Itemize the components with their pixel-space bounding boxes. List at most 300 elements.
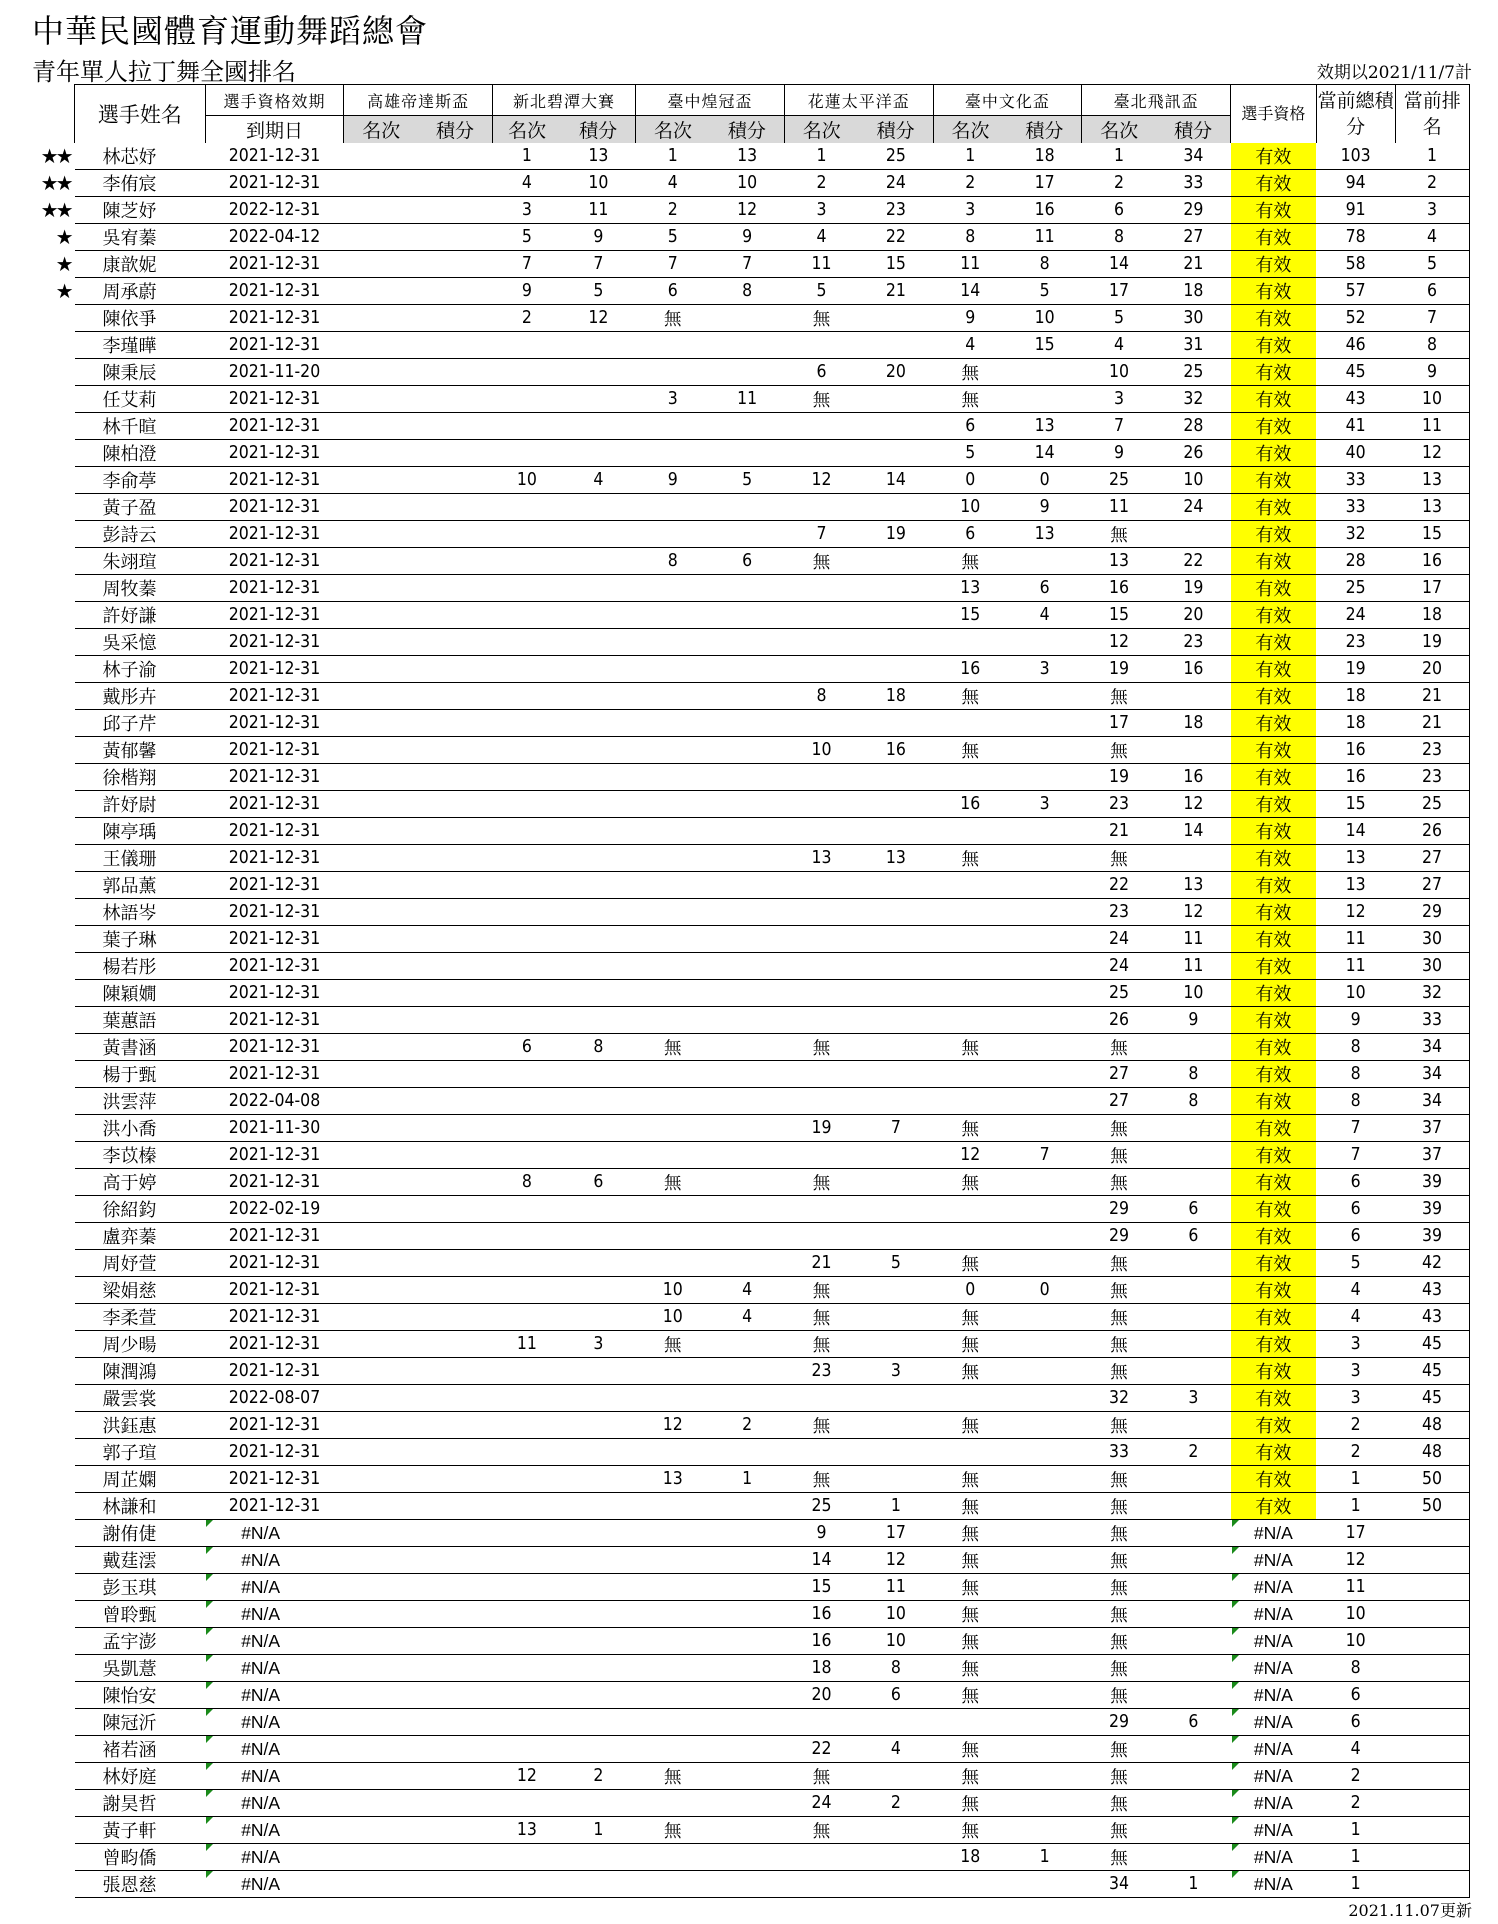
place-cell: 無	[784, 1277, 858, 1304]
expiry-date-text: 2021-12-31	[228, 1037, 321, 1057]
col-header-comp-1: 高雄帝達斯盃	[344, 85, 493, 116]
rank-cell: 30	[1395, 926, 1469, 953]
place-cell	[493, 1547, 562, 1574]
points-cell	[1007, 1250, 1081, 1277]
place-cell	[493, 440, 562, 467]
place-cell: 無	[636, 1034, 710, 1061]
total-points-cell: 94	[1316, 170, 1395, 197]
error-marker-icon	[206, 1709, 213, 1716]
total-points-cell: 33	[1316, 467, 1395, 494]
points-cell: 7	[859, 1115, 933, 1142]
total-points-cell: 4	[1316, 1277, 1395, 1304]
col-header-points: 積分	[1007, 116, 1081, 144]
points-cell	[561, 1088, 635, 1115]
table-row	[75, 1115, 1470, 1142]
player-name-text: 彭詩云	[102, 525, 157, 546]
place-cell	[933, 764, 1007, 791]
table-row	[75, 1844, 1470, 1871]
place-cell: 無	[1082, 521, 1156, 548]
place-cell	[493, 1682, 562, 1709]
points-cell	[1007, 1304, 1081, 1331]
points-cell	[418, 602, 492, 629]
player-name-text: 彭玉琪	[102, 1578, 157, 1599]
place-cell	[344, 1763, 418, 1790]
expiry-date-text: 2021-12-31	[228, 740, 321, 760]
col-header-place: 名次	[1082, 116, 1156, 144]
error-marker-icon	[1232, 1709, 1239, 1716]
place-cell	[636, 737, 710, 764]
rank-cell	[1395, 1817, 1469, 1844]
place-cell	[784, 764, 858, 791]
status-cell	[1231, 1250, 1317, 1277]
place-cell: 10	[1082, 359, 1156, 386]
place-cell	[493, 980, 562, 1007]
player-name-text: 葉蕙語	[102, 1011, 157, 1032]
expiry-date-text: #N/A	[241, 1765, 281, 1786]
status-text: 有效	[1255, 1173, 1292, 1194]
table-row	[75, 1790, 1470, 1817]
expiry-date	[205, 1250, 344, 1277]
points-cell	[710, 1493, 784, 1520]
player-name-text: 張恩慈	[102, 1875, 157, 1896]
status-text: 有效	[1255, 390, 1292, 411]
place-cell	[933, 1385, 1007, 1412]
status-text: 有效	[1255, 1362, 1292, 1383]
place-cell	[344, 305, 418, 332]
points-cell	[418, 1061, 492, 1088]
place-cell: 無	[933, 1493, 1007, 1520]
player-name-text: 李侑宸	[102, 174, 157, 195]
place-cell	[933, 953, 1007, 980]
rank-cell: 43	[1395, 1304, 1469, 1331]
points-cell	[418, 629, 492, 656]
player-name-text: 周少暘	[102, 1335, 157, 1356]
place-cell: 5	[636, 224, 710, 251]
total-points-cell: 11	[1316, 926, 1395, 953]
expiry-date-text: 2021-12-31	[228, 1361, 321, 1381]
rank-cell: 26	[1395, 818, 1469, 845]
place-cell: 15	[1082, 602, 1156, 629]
points-cell	[1007, 1007, 1081, 1034]
points-cell	[859, 1223, 933, 1250]
points-cell	[710, 1601, 784, 1628]
points-cell	[561, 926, 635, 953]
points-cell: 9	[1156, 1007, 1230, 1034]
expiry-date	[205, 1223, 344, 1250]
place-cell	[344, 170, 418, 197]
place-cell	[636, 494, 710, 521]
table-row	[75, 1331, 1470, 1358]
points-cell	[859, 386, 933, 413]
player-name-text: 李柔萱	[102, 1308, 157, 1329]
rank-cell: 29	[1395, 899, 1469, 926]
total-points-cell: 3	[1316, 1331, 1395, 1358]
place-cell: 無	[933, 1574, 1007, 1601]
points-cell	[418, 494, 492, 521]
place-cell	[344, 1304, 418, 1331]
place-cell	[784, 710, 858, 737]
points-cell	[561, 1655, 635, 1682]
place-cell: 13	[493, 1817, 562, 1844]
place-cell	[344, 1682, 418, 1709]
points-cell	[859, 1169, 933, 1196]
status-text: 有效	[1255, 1065, 1292, 1086]
place-cell: 17	[1082, 710, 1156, 737]
points-cell	[859, 1385, 933, 1412]
place-cell: 19	[1082, 764, 1156, 791]
place-cell: 無	[933, 1169, 1007, 1196]
player-name-text: 楊于甄	[102, 1065, 157, 1086]
table-row	[75, 1277, 1470, 1304]
error-marker-icon	[1232, 1601, 1239, 1608]
place-cell: 29	[1082, 1709, 1156, 1736]
points-cell: 18	[1156, 278, 1230, 305]
player-name-text: 康歆妮	[102, 255, 157, 276]
place-cell	[636, 1196, 710, 1223]
status-cell	[1231, 1169, 1317, 1196]
points-cell: 22	[859, 224, 933, 251]
place-cell	[344, 1871, 418, 1898]
player-name-text: 林語岑	[102, 903, 157, 924]
player-name	[75, 1115, 206, 1142]
player-name-text: 陳柏澄	[102, 444, 157, 465]
points-cell	[1007, 1601, 1081, 1628]
place-cell	[933, 899, 1007, 926]
points-cell	[561, 494, 635, 521]
place-cell	[636, 1520, 710, 1547]
points-cell	[710, 710, 784, 737]
place-cell	[493, 1358, 562, 1385]
table-row	[75, 386, 1470, 413]
place-cell: 9	[1082, 440, 1156, 467]
player-name	[75, 872, 206, 899]
status-cell	[1231, 1763, 1317, 1790]
expiry-date	[205, 305, 344, 332]
total-points-cell: 24	[1316, 602, 1395, 629]
points-cell	[1007, 818, 1081, 845]
status-cell	[1231, 224, 1317, 251]
points-cell	[561, 1196, 635, 1223]
points-cell	[418, 710, 492, 737]
place-cell: 24	[1082, 953, 1156, 980]
expiry-date	[205, 575, 344, 602]
player-name-text: 曾畇僑	[102, 1848, 157, 1869]
player-name	[75, 602, 206, 629]
place-cell: 9	[636, 467, 710, 494]
points-cell	[859, 1304, 933, 1331]
player-name-text: 郭子瑄	[102, 1443, 157, 1464]
rank-cell	[1395, 1871, 1469, 1898]
place-cell	[493, 1277, 562, 1304]
error-marker-icon	[206, 1871, 213, 1878]
place-cell: 9	[933, 305, 1007, 332]
points-cell: 25	[1156, 359, 1230, 386]
expiry-date-text: 2021-12-31	[228, 578, 321, 598]
points-cell	[710, 1169, 784, 1196]
rank-cell: 50	[1395, 1466, 1469, 1493]
place-cell	[636, 953, 710, 980]
table-row	[75, 629, 1470, 656]
rank-cell: 45	[1395, 1358, 1469, 1385]
points-cell: 21	[859, 278, 933, 305]
error-marker-icon	[206, 1628, 213, 1635]
points-cell	[418, 1385, 492, 1412]
status-cell	[1231, 1682, 1317, 1709]
player-name-text: 吳宥蓁	[102, 228, 157, 249]
place-cell: 34	[1082, 1871, 1156, 1898]
place-cell: 10	[493, 467, 562, 494]
points-cell: 30	[1156, 305, 1230, 332]
table-row	[75, 1304, 1470, 1331]
player-name-text: 盧弈蓁	[102, 1227, 157, 1248]
place-cell: 無	[933, 683, 1007, 710]
place-cell: 15	[784, 1574, 858, 1601]
place-cell: 無	[636, 1817, 710, 1844]
points-cell	[418, 980, 492, 1007]
place-cell	[636, 521, 710, 548]
place-cell	[784, 575, 858, 602]
total-points-cell: 91	[1316, 197, 1395, 224]
status-text: #N/A	[1253, 1657, 1293, 1678]
error-marker-icon	[1232, 1574, 1239, 1581]
rank-cell	[1395, 1709, 1469, 1736]
place-cell: 14	[784, 1547, 858, 1574]
total-points-cell: 33	[1316, 494, 1395, 521]
points-cell	[1007, 1655, 1081, 1682]
player-name	[75, 1844, 206, 1871]
table-row	[75, 359, 1470, 386]
status-cell	[1231, 170, 1317, 197]
place-cell	[344, 1655, 418, 1682]
expiry-date	[205, 1196, 344, 1223]
player-name-text: 黃書涵	[102, 1038, 157, 1059]
expiry-date-text: 2021-12-31	[228, 254, 321, 274]
expiry-date-text: 2021-11-20	[228, 362, 321, 382]
points-cell	[561, 656, 635, 683]
place-cell	[933, 1196, 1007, 1223]
points-cell	[859, 1196, 933, 1223]
player-name	[75, 980, 206, 1007]
points-cell	[561, 1412, 635, 1439]
place-cell	[636, 1574, 710, 1601]
player-name	[75, 656, 206, 683]
total-points-cell: 6	[1316, 1223, 1395, 1250]
points-cell	[561, 1520, 635, 1547]
player-name-text: 謝昊哲	[102, 1794, 157, 1815]
player-name-text: 戴莛澐	[102, 1551, 157, 1572]
points-cell: 5	[1007, 278, 1081, 305]
table-row	[75, 1871, 1470, 1898]
player-name-text: 朱翊瑄	[102, 552, 157, 573]
place-cell	[344, 251, 418, 278]
points-cell	[710, 1385, 784, 1412]
points-cell	[561, 548, 635, 575]
player-name-text: 林子渝	[102, 660, 157, 681]
expiry-date	[205, 683, 344, 710]
place-cell: 無	[1082, 1628, 1156, 1655]
player-name-text: 林千暄	[102, 417, 157, 438]
points-cell	[1007, 1115, 1081, 1142]
ranking-rows	[40, 143, 1470, 1898]
points-cell	[1156, 1547, 1230, 1574]
points-cell: 2	[710, 1412, 784, 1439]
rank-cell: 7	[1395, 305, 1469, 332]
points-cell: 23	[859, 197, 933, 224]
expiry-date	[205, 1493, 344, 1520]
player-name	[75, 305, 206, 332]
status-text: 有效	[1255, 660, 1292, 681]
status-cell	[1231, 980, 1317, 1007]
points-cell: 32	[1156, 386, 1230, 413]
error-marker-icon	[206, 1547, 213, 1554]
place-cell	[636, 1007, 710, 1034]
expiry-date-text: 2021-12-31	[228, 767, 321, 787]
col-header-comp-3: 臺中煌冠盃	[636, 85, 785, 116]
page-title: 中華民國體育運動舞蹈總會	[32, 12, 429, 50]
place-cell	[784, 926, 858, 953]
player-name	[75, 494, 206, 521]
points-cell: 20	[859, 359, 933, 386]
player-name	[75, 359, 206, 386]
place-cell: 無	[1082, 1277, 1156, 1304]
place-cell: 19	[1082, 656, 1156, 683]
points-cell	[710, 494, 784, 521]
table-row	[75, 1223, 1470, 1250]
place-cell	[344, 1844, 418, 1871]
rank-cell	[1395, 1547, 1469, 1574]
points-cell	[418, 467, 492, 494]
expiry-date	[205, 1520, 344, 1547]
points-cell	[1007, 872, 1081, 899]
expiry-date-text: 2021-12-31	[228, 1334, 321, 1354]
expiry-date-text: 2021-12-31	[228, 389, 321, 409]
place-cell: 無	[933, 1250, 1007, 1277]
rank-cell: 15	[1395, 521, 1469, 548]
table-row	[75, 224, 1470, 251]
points-cell	[1156, 1493, 1230, 1520]
points-cell	[859, 656, 933, 683]
error-marker-icon	[1232, 1871, 1239, 1878]
table-row	[75, 845, 1470, 872]
error-marker-icon	[206, 1520, 213, 1527]
points-cell	[710, 872, 784, 899]
total-points-cell: 10	[1316, 980, 1395, 1007]
status-text: 有效	[1255, 1443, 1292, 1464]
player-name-text: 陳秉辰	[102, 363, 157, 384]
player-name-text: 陳依爭	[102, 309, 157, 330]
total-points-cell: 16	[1316, 764, 1395, 791]
place-cell	[933, 818, 1007, 845]
points-cell	[418, 1007, 492, 1034]
place-cell	[493, 1412, 562, 1439]
player-name	[75, 1682, 206, 1709]
expiry-date	[205, 359, 344, 386]
status-text: 有效	[1255, 957, 1292, 978]
points-cell	[418, 1196, 492, 1223]
error-marker-icon	[1232, 1736, 1239, 1743]
total-points-cell: 19	[1316, 656, 1395, 683]
rank-cell: 32	[1395, 980, 1469, 1007]
place-cell: 1	[784, 143, 858, 170]
player-name	[75, 818, 206, 845]
place-cell	[933, 1007, 1007, 1034]
player-name	[75, 1088, 206, 1115]
place-cell	[493, 791, 562, 818]
table-row	[75, 1142, 1470, 1169]
place-cell	[344, 710, 418, 737]
points-cell	[1156, 683, 1230, 710]
place-cell	[636, 1844, 710, 1871]
player-name	[75, 1736, 206, 1763]
expiry-date	[205, 521, 344, 548]
points-cell: 17	[1007, 170, 1081, 197]
place-cell: 5	[933, 440, 1007, 467]
total-points-cell: 10	[1316, 1601, 1395, 1628]
place-cell: 27	[1082, 1088, 1156, 1115]
rank-cell	[1395, 1763, 1469, 1790]
table-row	[75, 1088, 1470, 1115]
player-name-text: 林謙和	[102, 1497, 157, 1518]
rank-cell: 8	[1395, 332, 1469, 359]
place-cell	[493, 710, 562, 737]
expiry-date	[205, 980, 344, 1007]
total-points-cell: 6	[1316, 1682, 1395, 1709]
place-cell	[344, 197, 418, 224]
place-cell	[344, 143, 418, 170]
place-cell: 無	[1082, 1844, 1156, 1871]
player-name	[75, 629, 206, 656]
expiry-date-text: 2022-12-31	[228, 200, 321, 220]
place-cell: 2	[493, 305, 562, 332]
points-cell: 7	[1007, 1142, 1081, 1169]
points-cell	[418, 926, 492, 953]
place-cell	[344, 1790, 418, 1817]
points-cell	[710, 845, 784, 872]
rank-cell: 1	[1395, 143, 1469, 170]
expiry-date-text: #N/A	[241, 1819, 281, 1840]
place-cell	[493, 1628, 562, 1655]
player-name-text: 周妤萱	[102, 1254, 157, 1275]
place-cell	[493, 1871, 562, 1898]
place-cell: 1	[493, 143, 562, 170]
place-cell: 無	[636, 1763, 710, 1790]
place-cell	[493, 683, 562, 710]
points-cell	[710, 521, 784, 548]
place-cell	[636, 1601, 710, 1628]
points-cell: 31	[1156, 332, 1230, 359]
col-header-total: 當前總積分	[1316, 85, 1395, 144]
player-name	[75, 1277, 206, 1304]
status-text: #N/A	[1253, 1522, 1293, 1543]
status-text: 有效	[1255, 633, 1292, 654]
player-name	[75, 1655, 206, 1682]
player-name	[75, 1196, 206, 1223]
points-cell	[418, 548, 492, 575]
points-cell	[561, 1601, 635, 1628]
rank-cell: 17	[1395, 575, 1469, 602]
rank-cell: 4	[1395, 224, 1469, 251]
place-cell	[636, 1790, 710, 1817]
points-cell	[710, 1547, 784, 1574]
status-cell	[1231, 413, 1317, 440]
place-cell	[344, 1034, 418, 1061]
points-cell	[1007, 1817, 1081, 1844]
points-cell: 6	[1156, 1709, 1230, 1736]
status-cell	[1231, 1574, 1317, 1601]
place-cell	[636, 1223, 710, 1250]
status-cell	[1231, 251, 1317, 278]
points-cell: 4	[859, 1736, 933, 1763]
